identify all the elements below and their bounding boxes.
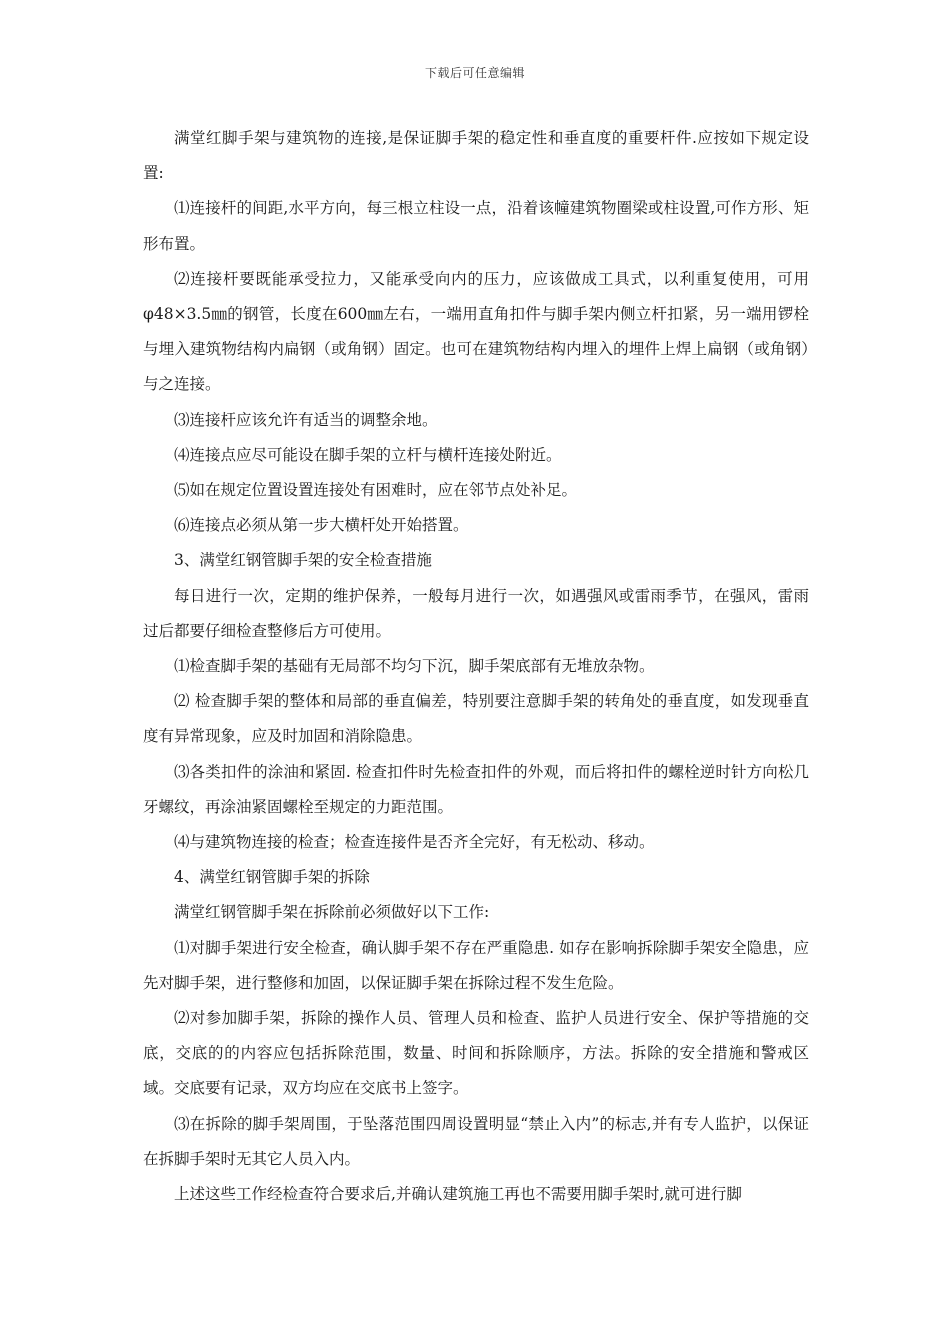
paragraph-item-2: ⑵连接杆要既能承受拉力，又能承受向内的压力，应该做成工具式，以利重复使用，可用 φ48×3.5㎜的钢管，长度在600㎜左右，一端用直角扣件与脚手架内侧立杆扣紧，另一端用锣栓与埋入建筑物结构内扁钢（或角钢）固定。也可在建筑物结构内埋入的埋件上焊上扁钢（或角钢）与之连接。 — [143, 269, 809, 394]
section-heading-4: 4、满堂红钢管脚手架的拆除 — [174, 868, 370, 887]
paragraph-item-6: ⑹连接点必须从第一步大横杆处开始搭置。 — [174, 516, 469, 535]
paragraph-intro: 满堂红脚手架与建筑物的连接,是保证脚手架的稳定性和垂直度的重要杆件.应按如下规定设置: — [143, 129, 809, 183]
paragraph-inspection-4: ⑷与建筑物连接的检查；检查连接件是否齐全完好，有无松动、移动。 — [174, 833, 655, 852]
paragraph-inspection-2: ⑵ 检查脚手架的整体和局部的垂直偏差，特别要注意脚手架的转角处的垂直度，如发现垂直度有异常现象，应及时加固和消除隐患。 — [143, 692, 809, 746]
paragraph-inspection-1: ⑴检查脚手架的基础有无局部不均匀下沉，脚手架底部有无堆放杂物。 — [174, 657, 655, 676]
paragraph-inspection-intro: 每日进行一次，定期的维护保养，一般每月进行一次，如遇强风或雷雨季节，在强风，雷雨过后都要仔细检查整修后方可使用。 — [143, 586, 809, 640]
page-header: 下载后可任意编辑 — [424, 66, 525, 80]
paragraph-closing: 上述这些工作经检查符合要求后,并确认建筑施工再也不需要用脚手架时,就可进行脚 — [174, 1185, 742, 1204]
paragraph-item-3: ⑶连接杆应该允许有适当的调整余地。 — [174, 410, 438, 429]
paragraph-inspection-3: ⑶各类扣件的涂油和紧固. 检查扣件时先检查扣件的外观，而后将扣件的螺栓逆时针方向松几牙螺纹，再涂油紧固螺栓至规定的力距范围。 — [143, 762, 809, 816]
document-body — [143, 121, 809, 1212]
paragraph-removal-1: ⑴对脚手架进行安全检查，确认脚手架不存在严重隐患. 如存在影响拆除脚手架安全隐患，应先对脚手架，进行整修和加固，以保证脚手架在拆除过程不发生危险。 — [143, 938, 809, 992]
section-heading-3: 3、满堂红钢管脚手架的安全检查措施 — [174, 551, 432, 570]
paragraph-item-1: ⑴连接杆的间距,水平方向，每三根立柱设一点，沿着该幢建筑物圈梁或柱设置,可作方形、矩形布置。 — [143, 199, 809, 253]
paragraph-removal-3: ⑶在拆除的脚手架周围，于坠落范围四周设置明显“禁止入内”的标志,并有专人监护，以保证在拆脚手架时无其它人员入内。 — [143, 1114, 809, 1168]
paragraph-removal-2: ⑵对参加脚手架，拆除的操作人员、管理人员和检查、监护人员进行安全、保护等措施的交底，交底的的内容应包括拆除范围，数量、时间和拆除顺序，方法。拆除的安全措施和警戒区域。交底要有记录，双方均应在交底书上签字。 — [143, 1009, 809, 1098]
paragraph-item-5: ⑸如在规定位置设置连接处有困难时，应在邻节点处补足。 — [174, 481, 578, 500]
paragraph-removal-intro: 满堂红钢管脚手架在拆除前必须做好以下工作: — [174, 903, 490, 922]
paragraph-item-4: ⑷连接点应尽可能设在脚手架的立杆与横杆连接处附近。 — [174, 445, 562, 464]
